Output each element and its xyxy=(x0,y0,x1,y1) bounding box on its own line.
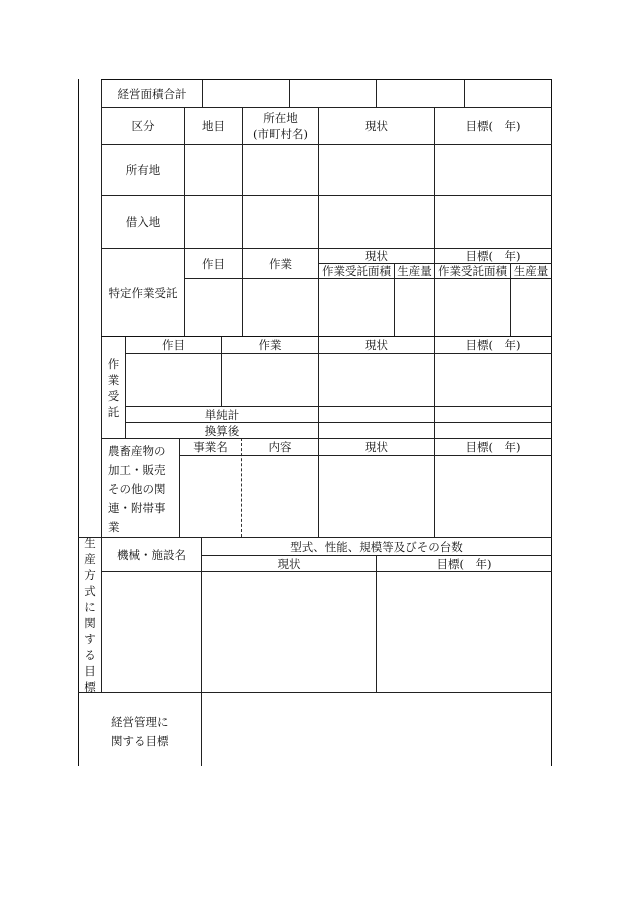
processing-header-content: 内容 xyxy=(268,440,292,454)
row-leased-land: 借入地 xyxy=(125,215,161,229)
row-line-specific-header-bottom xyxy=(184,278,552,279)
machines-current: 現状 xyxy=(277,556,301,571)
col-divider-machine-current xyxy=(376,555,377,692)
row-line-processing-header-bottom xyxy=(179,455,552,456)
col-divider-area-label xyxy=(202,79,203,107)
header-location: 所在地 (市町村名) xyxy=(253,111,308,141)
row-line-machine-header-bottom xyxy=(101,571,552,572)
work-header-current: 現状 xyxy=(365,338,388,352)
work-header-goal: 目標( 年) xyxy=(465,338,521,352)
col-divider-area-2 xyxy=(289,79,290,107)
specific-header-crop: 作目 xyxy=(202,256,225,271)
row-line-production-bottom xyxy=(78,692,552,693)
col-divider-area-4 xyxy=(464,79,465,107)
production-method-side-label xyxy=(79,538,101,692)
processing-header-goal: 目標( 年) xyxy=(465,440,521,454)
row-line-work-header-bottom xyxy=(125,353,552,354)
col-divider-current xyxy=(434,107,435,537)
work-contract-side-label xyxy=(102,337,125,438)
spec-header: 型式、性能、規模等及びその台数 xyxy=(290,539,463,554)
work-converted: 換算後 xyxy=(204,423,240,438)
processing-header-current: 現状 xyxy=(365,440,388,454)
specific-goal-entrusted-area: 作業受託面積 xyxy=(438,264,507,278)
specific-header-work: 作業 xyxy=(269,256,292,271)
management-goal-label: 経営管理に 関する目標 xyxy=(111,715,169,748)
machines-goal: 目標( 年) xyxy=(436,556,492,571)
specific-goal-production: 生産量 xyxy=(513,264,549,278)
work-header-crop: 作目 xyxy=(162,338,185,352)
specific-current-entrusted-area: 作業受託面積 xyxy=(322,264,391,278)
header-land-type: 地目 xyxy=(202,119,225,133)
work-contract-side-text: 作業受託 xyxy=(107,356,120,419)
total-area-label: 経営面積合計 xyxy=(117,86,187,101)
col-divider-area-3 xyxy=(376,79,377,107)
processing-header-business-name: 事業名 xyxy=(193,440,228,454)
header-category: 区分 xyxy=(131,119,155,133)
specific-header-goal: 目標( 年) xyxy=(465,249,521,263)
header-goal: 目標( 年) xyxy=(465,119,521,133)
work-header-work: 作業 xyxy=(258,338,282,352)
col-divider-location xyxy=(318,107,319,537)
row-owned-land: 所有地 xyxy=(125,163,161,177)
machines-label: 機械・施設名 xyxy=(117,547,186,562)
header-current: 現状 xyxy=(365,119,388,133)
specific-header-current: 現状 xyxy=(365,249,388,263)
production-method-side-text: 生産方式に関する目標 xyxy=(84,536,96,694)
work-simple-total: 単純計 xyxy=(204,407,240,422)
processing-label: 農畜産物の 加工・販売 その他の関 連・附帯事 業 xyxy=(108,443,166,534)
row-specific-work: 特定作業受託 xyxy=(108,285,178,300)
specific-current-production: 生産量 xyxy=(397,264,432,278)
